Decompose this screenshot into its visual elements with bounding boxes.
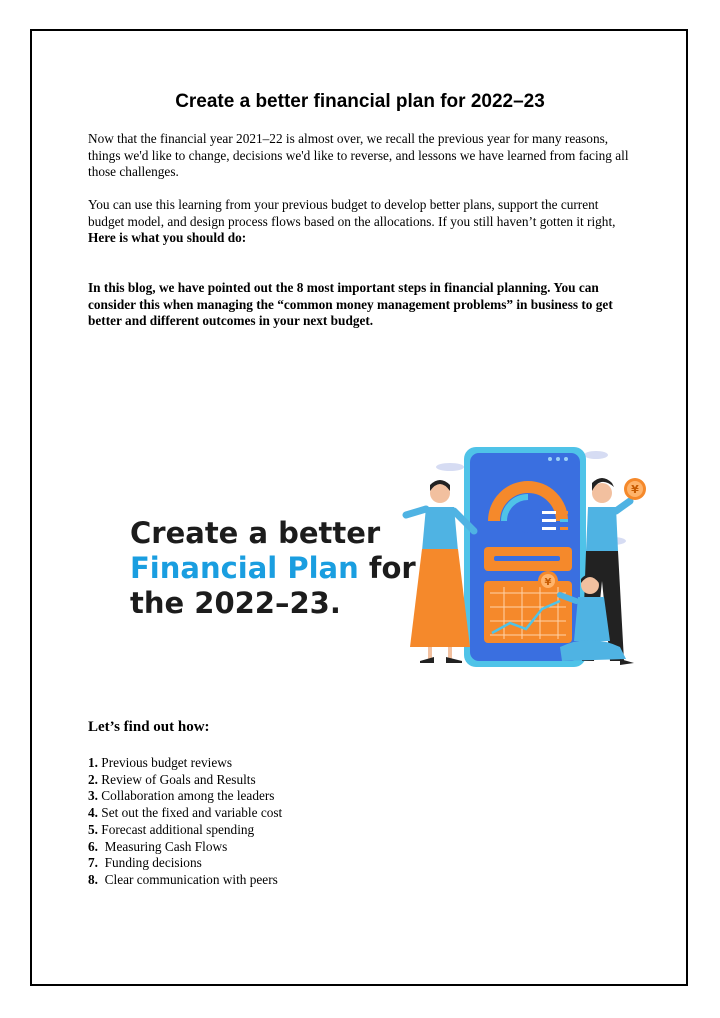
list-item xyxy=(88,788,282,805)
coin-icon-right: ¥ xyxy=(631,483,639,496)
list-item xyxy=(88,805,282,822)
illustration-headline-line2 xyxy=(130,551,416,585)
intro-paragraph: Now that the financial year 2021–22 is almost over, we recall the previous year for many reasons, things we'd like to change, decisions we'd like to reverse, and lessons we have learned from facing all those challenges. xyxy=(88,131,629,180)
list-item xyxy=(88,772,282,789)
step-text: Funding decisions xyxy=(97,855,202,871)
step-number: 1. xyxy=(88,755,98,770)
step-number: 7. xyxy=(88,855,98,871)
blog-summary-paragraph: In this blog, we have pointed out the 8 most important steps in financial planning. You can consider this when managing the “common money management problems” in business to get better and different outcomes in your next budget. xyxy=(88,280,613,329)
steps-list xyxy=(88,755,282,889)
learning-paragraph-text: You can use this learning from your previous budget to develop better plans, support the current budget model, and design process flows based on the allocations. If you still haven’t gotten it right, xyxy=(88,197,616,229)
step-number: 5. xyxy=(88,821,98,837)
page-title: Create a better financial plan for 2022–23 xyxy=(175,91,545,112)
step-text: Collaboration among the leaders xyxy=(97,788,275,804)
list-item xyxy=(88,755,282,772)
list-item xyxy=(88,855,282,872)
woman-figure xyxy=(406,480,474,663)
illustration-headline-line3: the 2022–23. xyxy=(130,586,341,620)
learning-paragraph-bold: Here is what you should do: xyxy=(88,230,247,246)
learning-paragraph xyxy=(88,197,636,247)
step-text: Previous budget reviews xyxy=(97,755,233,770)
step-number: 4. xyxy=(88,805,98,821)
illustration-highlight: Financial Plan xyxy=(130,551,359,585)
step-number: 2. xyxy=(88,771,98,787)
step-number: 8. xyxy=(88,871,98,887)
illustration-for: for xyxy=(358,551,416,585)
illustration-headline-line1: Create a better xyxy=(130,516,381,550)
step-text: Measuring Cash Flows xyxy=(97,838,228,854)
steps-heading: Let’s find out how: xyxy=(88,719,210,735)
page-frame xyxy=(30,29,688,986)
list-item xyxy=(88,822,282,839)
step-number: 3. xyxy=(88,788,98,804)
list-item xyxy=(88,839,282,856)
list-item xyxy=(88,872,282,889)
phone-illustration xyxy=(464,447,586,667)
step-number: 6. xyxy=(88,838,98,854)
financial-plan-illustration xyxy=(90,411,650,691)
step-text: Set out the fixed and variable cost xyxy=(97,805,283,821)
coin-icon-left: ¥ xyxy=(544,577,552,588)
step-text: Forecast additional spending xyxy=(97,821,255,837)
step-text: Review of Goals and Results xyxy=(97,771,256,787)
step-text: Clear communication with peers xyxy=(97,871,278,887)
